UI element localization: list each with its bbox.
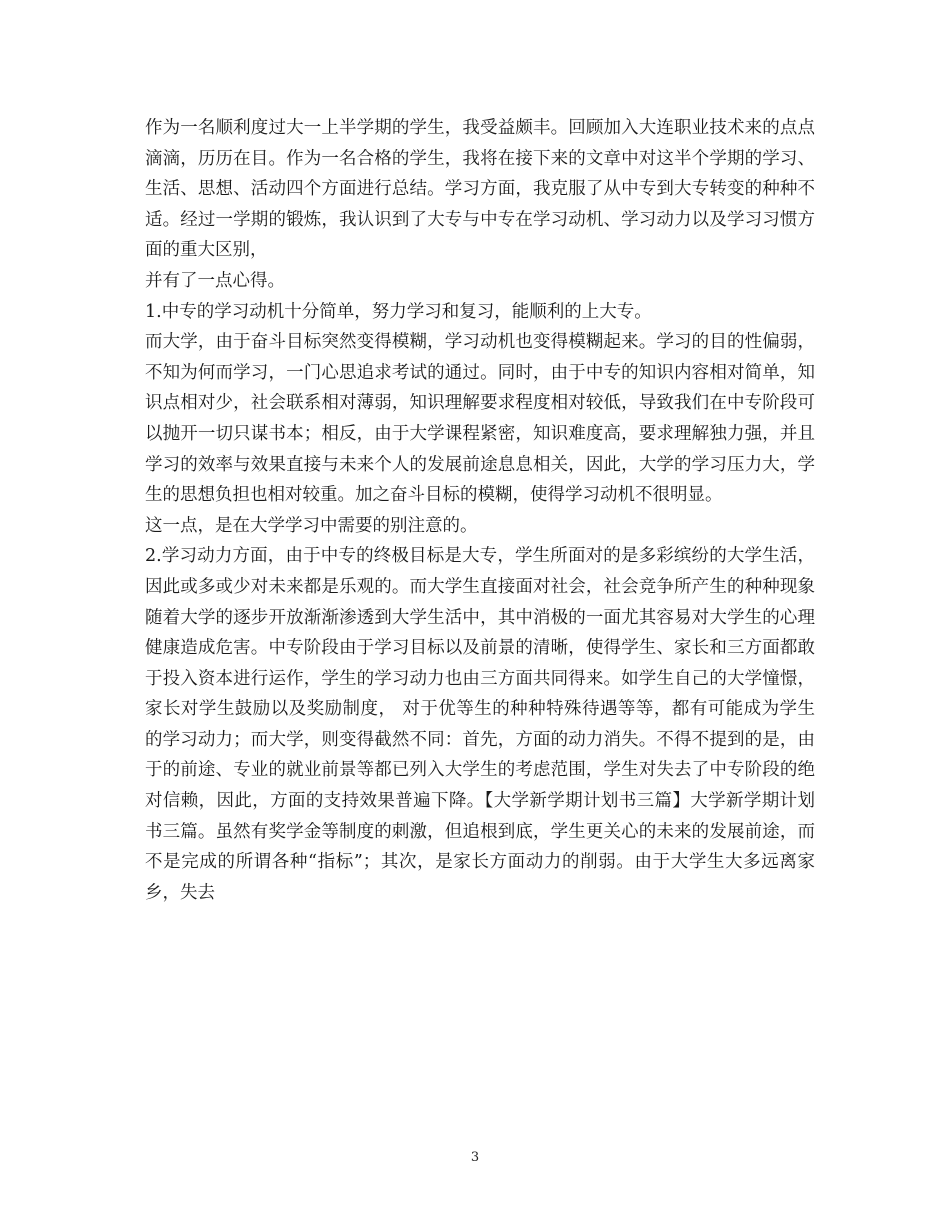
- body-text: [145, 113, 815, 908]
- paragraph: 而大学，由于奋斗目标突然变得模糊，学习动机也变得模糊起来。学习的目的性偏弱，不知为何而学习，一门心思追求考试的通过。同时，由于中专的知识内容相对简单，知识点相对少，社会联系相对薄弱，知识理解要求程度相对较低，导致我们在中专阶段可以抛开一切只谋书本；相反，由于大学课程紧密，知识难度高，要求理解独力强，并且学习的效率与效果直接与未来个人的发展前途息息相关，因此，大学的学习压力大，学生的思想负担也相对较重。加之奋斗目标的模糊，使得学习动机不很明显。: [145, 332, 815, 506]
- paragraph: 2.学习动力方面，由于中专的终极目标是大专，学生所面对的是多彩缤纷的大学生活，因此或多或少对未来都是乐观的。而大学生直接面对社会，社会竞争所产生的种种现象随着大学的逐步开放渐渐渗透到大学生活中，其中消极的一面尤其容易对大学生的心理健康造成危害。中专阶段由于学习目标以及前景的清晰，使得学生、家长和三方面都敢于投入资本进行运作，学生的学习动力也由三方面共同得来。如学生自己的大学憧憬，家长对学生鼓励以及奖励制度， 对于优等生的种种特殊待遇等等，都有可能成为学生的学习动力；而大学，则变得截然不同：首先，方面的动力消失。不得不提到的是，由于的前途、专业的就业前景等都已列入大学生的考虑范围，学生对失去了中专阶段的绝对信赖，因此，方面的支持效果普遍下降。【大学新学期计划书三篇】大学新学期计划书三篇。虽然有奖学金等制度的刺激，但追根到底，学生更关心的未来的发展前途，而不是完成的所谓各种“指标”；其次，是家长方面动力的削弱。由于大学生大多远离家乡，失去: [145, 546, 815, 903]
- paragraph: 并有了一点心得。: [145, 270, 285, 291]
- page-number: 3: [470, 1150, 480, 1165]
- paragraph: 1.中专的学习动机十分简单，努力学习和复习，能顺利的上大专。: [145, 301, 652, 322]
- paragraph: 作为一名顺利度过大一上半学期的学生，我受益颇丰。回顾加入大连职业技术来的点点滴滴，历历在目。作为一名合格的学生，我将在接下来的文章中对这半个学期的学习、生活、思想、活动四个方面进行总结。学习方面，我克服了从中专到大专转变的种种不适。经过一学期的锻炼，我认识到了大专与中专在学习动机、学习动力以及学习习惯方面的重大区别，: [145, 118, 815, 261]
- paragraph: 这一点，是在大学学习中需要的别注意的。: [145, 515, 478, 536]
